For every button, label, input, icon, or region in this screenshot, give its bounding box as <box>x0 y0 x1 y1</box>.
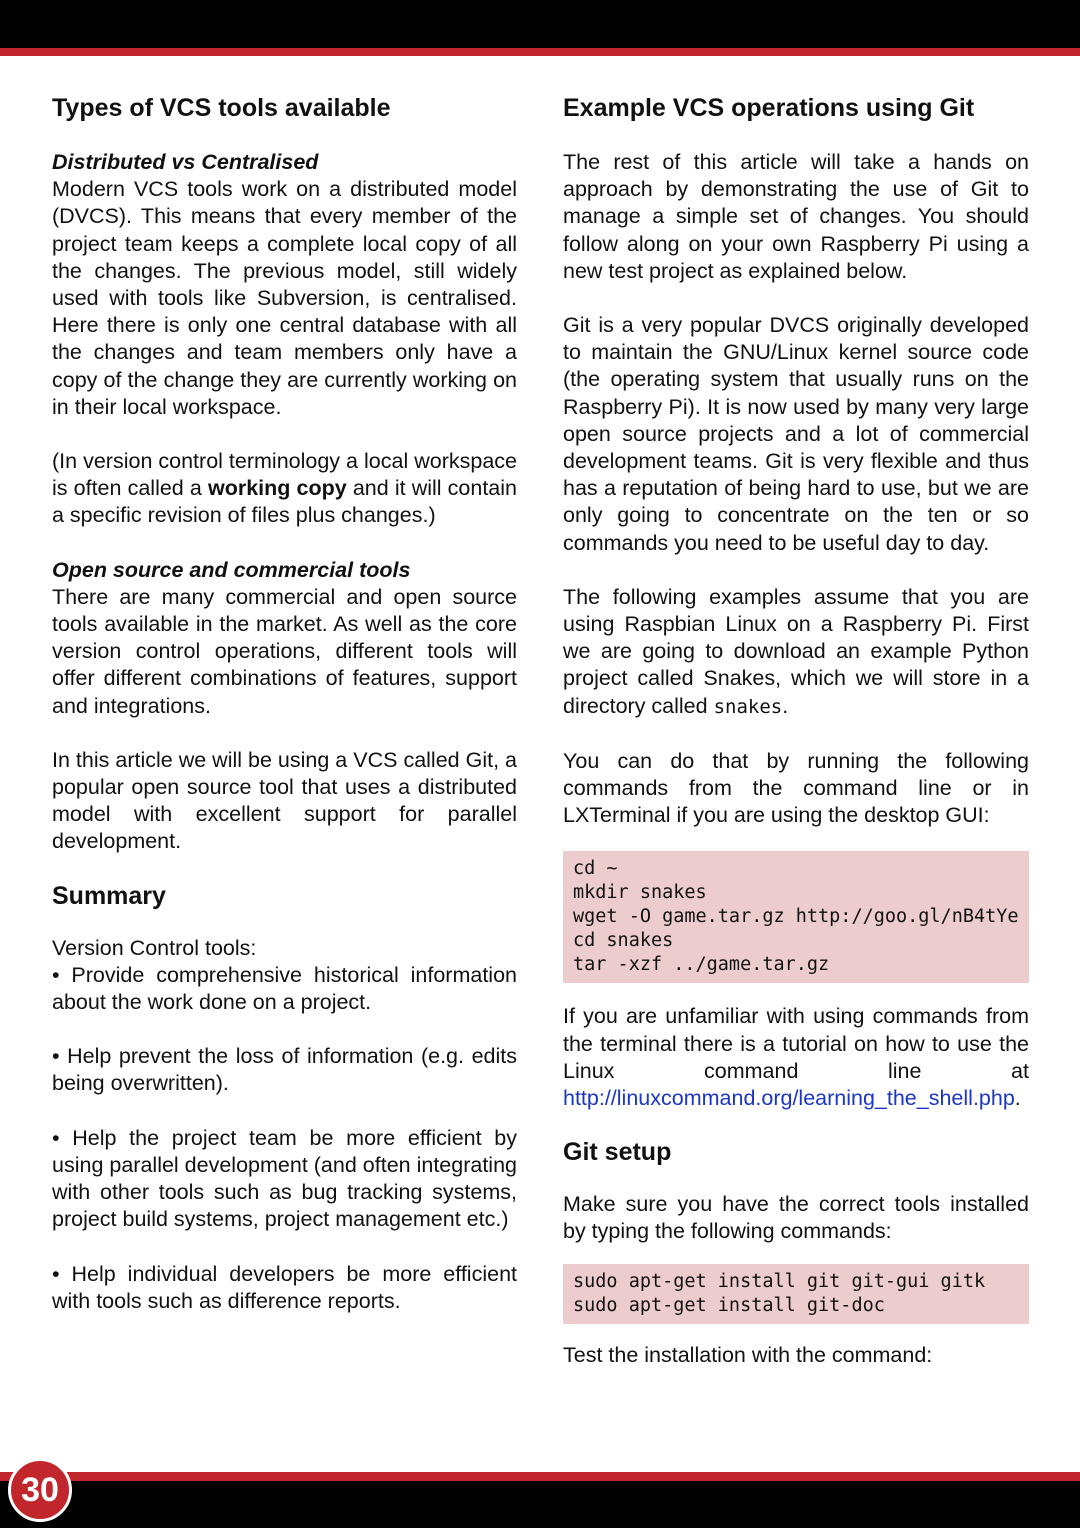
list-item: • Help individual developers be more efficient with tools such as difference reports. <box>52 1261 517 1313</box>
section-heading-vcs-types: Types of VCS tools available <box>52 94 391 122</box>
paragraph-run-commands: You can do that by running the following commands from the command line or in LXTerminal if you are using the desktop GUI: <box>563 748 1029 828</box>
list-item: • Help the project team be more efficient by using parallel development (and often integrating with other tools such as bug tracking systems, project build systems, project management etc.) <box>52 1125 517 1232</box>
subheading-open-source: Open source and commercial tools <box>52 557 411 582</box>
section-heading-summary: Summary <box>52 881 166 910</box>
code-block-install: sudo apt-get install git git-gui gitk sudo apt-get install git-doc <box>563 1264 1029 1324</box>
summary-list <box>52 962 517 1315</box>
list-item: • Help prevent the loss of information (e.g. edits being overwritten). <box>52 1044 517 1096</box>
left-column <box>52 88 517 1342</box>
summary-intro: Version Control tools: <box>52 935 257 960</box>
subheading-distributed: Distributed vs Centralised <box>52 150 319 174</box>
right-column <box>563 88 1029 1369</box>
header-bar <box>0 0 1080 48</box>
code-block-download: cd ~ mkdir snakes wget -O game.tar.gz http://goo.gl/nB4tYe cd snakes tar -xzf ../game.tar.gz <box>563 851 1029 983</box>
footer-stripe <box>0 1472 1080 1481</box>
header-stripe <box>0 48 1080 56</box>
page-number-badge: 30 <box>8 1458 72 1522</box>
section-heading-git-examples: Example VCS operations using Git <box>563 94 975 122</box>
list-item: • Provide comprehensive historical information about the work done on a project. <box>52 962 517 1015</box>
footer-bar <box>0 1481 1080 1528</box>
paragraph-raspbian: The following examples assume that you are using Raspbian Linux on a Raspberry Pi. First we are going to download an example Python project called Snakes, which we will store in a directory called snakes. <box>563 584 1029 718</box>
section-heading-git-setup: Git setup <box>563 1138 672 1167</box>
paragraph-hands-on: The rest of this article will take a hands on approach by demonstrating the use of Git to manage a simple set of changes. You should follow along on your own Raspberry Pi using a new test project as explained below. <box>563 150 1029 283</box>
paragraph-test-install: Test the installation with the command: <box>563 1342 933 1367</box>
paragraph-git-intro: In this article we will be using a VCS called Git, a popular open source tool that uses a distributed model with excellent support for parallel development. <box>52 747 517 854</box>
term-working-copy: working copy <box>207 476 347 501</box>
paragraph-tools: There are many commercial and open source tools available in the market. As well as the core version control operations, different tools will offer different combinations of features, support and integrations. <box>52 584 517 718</box>
paragraph-distributed: Modern VCS tools work on a distributed model (DVCS). This means that every member of the project team keeps a complete local copy of all the changes. The previous model, still widely used with tools like Subversion, is centralised. Here there is only one central database with all the changes and team members only have a copy of the change they are currently working on in their local workspace. <box>52 177 517 419</box>
paragraph-tutorial: If you are unfamiliar with using commands from the terminal there is a tutorial on how to use the Linux command line at http://linuxcommand.org/learning_the_shell.php. <box>563 1004 1029 1111</box>
paragraph-install: Make sure you have the correct tools installed by typing the following commands: <box>563 1192 1029 1244</box>
tutorial-link[interactable]: http://linuxcommand.org/learning_the_shell.php <box>563 1086 1015 1111</box>
paragraph-working-copy: (In version control terminology a local workspace is often called a working copy and it will contain a specific revision of files plus changes.) <box>52 449 518 528</box>
paragraph-git-dvcs: Git is a very popular DVCS originally developed to maintain the GNU/Linux kernel source code (the operating system that usually runs on the Raspberry Pi). It is now used by many very large open source projects and a lot of commercial development teams. Git is very flexible and thus has a reputation of being hard to use, but we are only going to concentrate on the ten or so commands you need to be useful day to day. <box>563 313 1029 555</box>
inline-code-snakes: snakes <box>713 695 783 718</box>
